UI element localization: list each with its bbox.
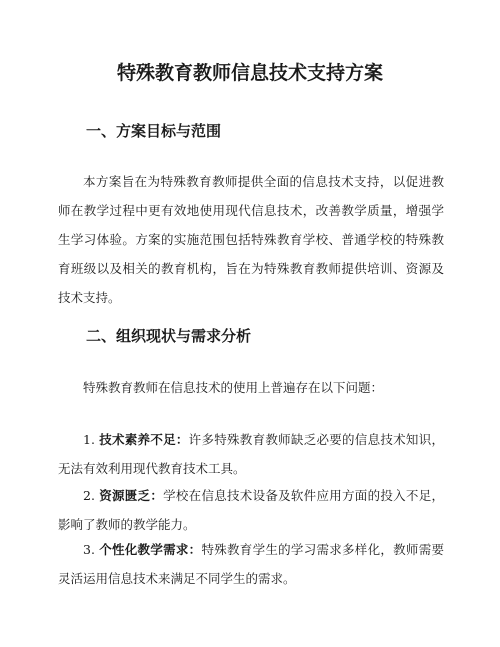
document-title: 特殊教育教师信息技术支持方案	[116, 62, 383, 84]
section-analysis-intro: 特殊教育教师在信息技术的使用上普遍存在以下问题：	[83, 380, 384, 395]
section-heading-analysis: 二、组织现状与需求分析	[86, 327, 252, 345]
section-heading-goals: 一、方案目标与范围	[86, 122, 222, 140]
list-item-number: 1.	[83, 432, 95, 447]
list-item-term: 资源匮乏：	[99, 488, 164, 503]
section-goals-paragraph: 本方案旨在为特殊教育教师提供全面的信息技术支持，以促进教师在教学过程中更有效地使用现代信息技术，改善教学质量，增强学生学习体验。方案的实施范围包括特殊教育学校、普通学校的特殊教育班级以及相关的教育机构，旨在为特殊教育教师提供培训、资源及技术支持。	[58, 174, 444, 305]
list-item-term: 个性化教学需求：	[99, 542, 202, 557]
list-item-number: 2.	[83, 488, 95, 503]
list-item-number: 3.	[83, 542, 95, 557]
list-item	[58, 425, 444, 483]
list-item	[58, 535, 444, 593]
list-item-text: 许多特殊教育教师缺乏必要的信息技术知识，无法有效利用现代教育技术工具。	[58, 432, 444, 476]
list-item	[58, 481, 444, 539]
list-item-text: 特殊教育学生的学习需求多样化，教师需要灵活运用信息技术来满足不同学生的需求。	[58, 542, 444, 586]
list-item-text: 学校在信息技术设备及软件应用方面的投入不足，影响了教师的教学能力。	[58, 488, 444, 532]
list-item-term: 技术素养不足：	[99, 432, 189, 447]
